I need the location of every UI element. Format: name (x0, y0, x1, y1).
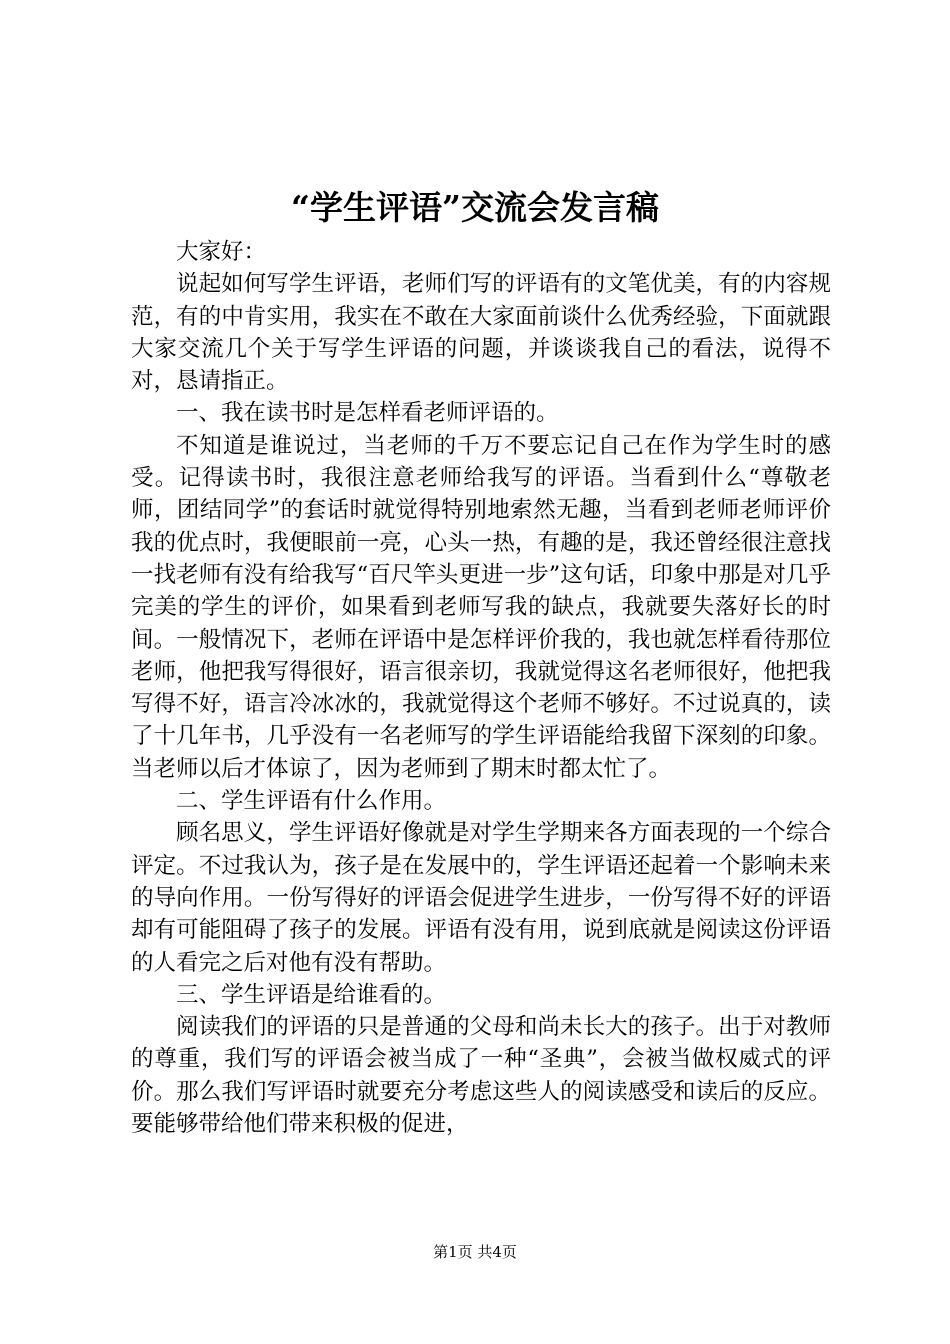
paragraph-greeting: 大家好： (176, 239, 267, 265)
section-heading-1: 一、我在读书时是怎样看老师评语的。 (176, 400, 559, 427)
paragraph-section-3: 阅读我们的评语的只是普通的父母和尚未长大的孩子。出于对教师的尊重，我们写的评语会被当成了一种“圣典”，会被当做权威式的评价。那么我们写评语时就要充分考虑这些人的阅读感受和读后的反应。要能够带给他们带来积极的促进， (131, 1014, 831, 1138)
paragraph-section-2: 顾名思义，学生评语好像就是对学生学期来各方面表现的一个综合评定。不过我认为，孩子是在发展中的，学生评语还起着一个影响未来的导向作用。一份写得好的评语会促进学生进步，一份写得不好的评语却有可能阻碍了孩子的发展。评语有没有用，说到底就是阅读这份评语的人看完之后对他有没有帮助。 (131, 820, 831, 976)
paragraph-intro: 说起如何写学生评语，老师们写的评语有的文笔优美，有的内容规范，有的中肯实用，我实在不敢在大家面前谈什么优秀经验，下面就跟大家交流几个关于写学生评语的问题，并谈谈我自己的看法，说得不对，恳请指正。 (131, 271, 831, 395)
document-title: “学生评语”交流会发言稿 (291, 188, 659, 227)
paragraph-section-1: 不知道是谁说过，当老师的千万不要忘记自己在作为学生时的感受。记得读书时，我很注意老师给我写的评语。当看到什么“尊敬老师，团结同学”的套话时就觉得特别地索然无趣，当看到老师老师评价我的优点时，我便眼前一亮，心头一热，有趣的是，我还曾经很注意找一找老师有没有给我写“百尺竿头更进一步”这句话，印象中那是对几乎完美的学生的评价，如果看到老师写我的缺点，我就要失落好长的时间。一般情况下，老师在评语中是怎样评价我的，我也就怎样看待那位老师，他把我写得很好，语言很亲切，我就觉得这名老师很好，他把我写得不好，语言冷冰冰的，我就觉得这个老师不够好。不过说真的，读了十几年书，几乎没有一名老师写的学生评语能给我留下深刻的印象。当老师以后才体谅了，因为老师到了期末时都太忙了。 (131, 432, 831, 782)
section-heading-3: 三、学生评语是给谁看的。 (176, 981, 447, 1008)
page-footer: 第1页 共4页 (433, 1243, 517, 1261)
section-heading-2: 二、学生评语有什么作用。 (176, 788, 447, 815)
document-body (131, 236, 831, 1140)
